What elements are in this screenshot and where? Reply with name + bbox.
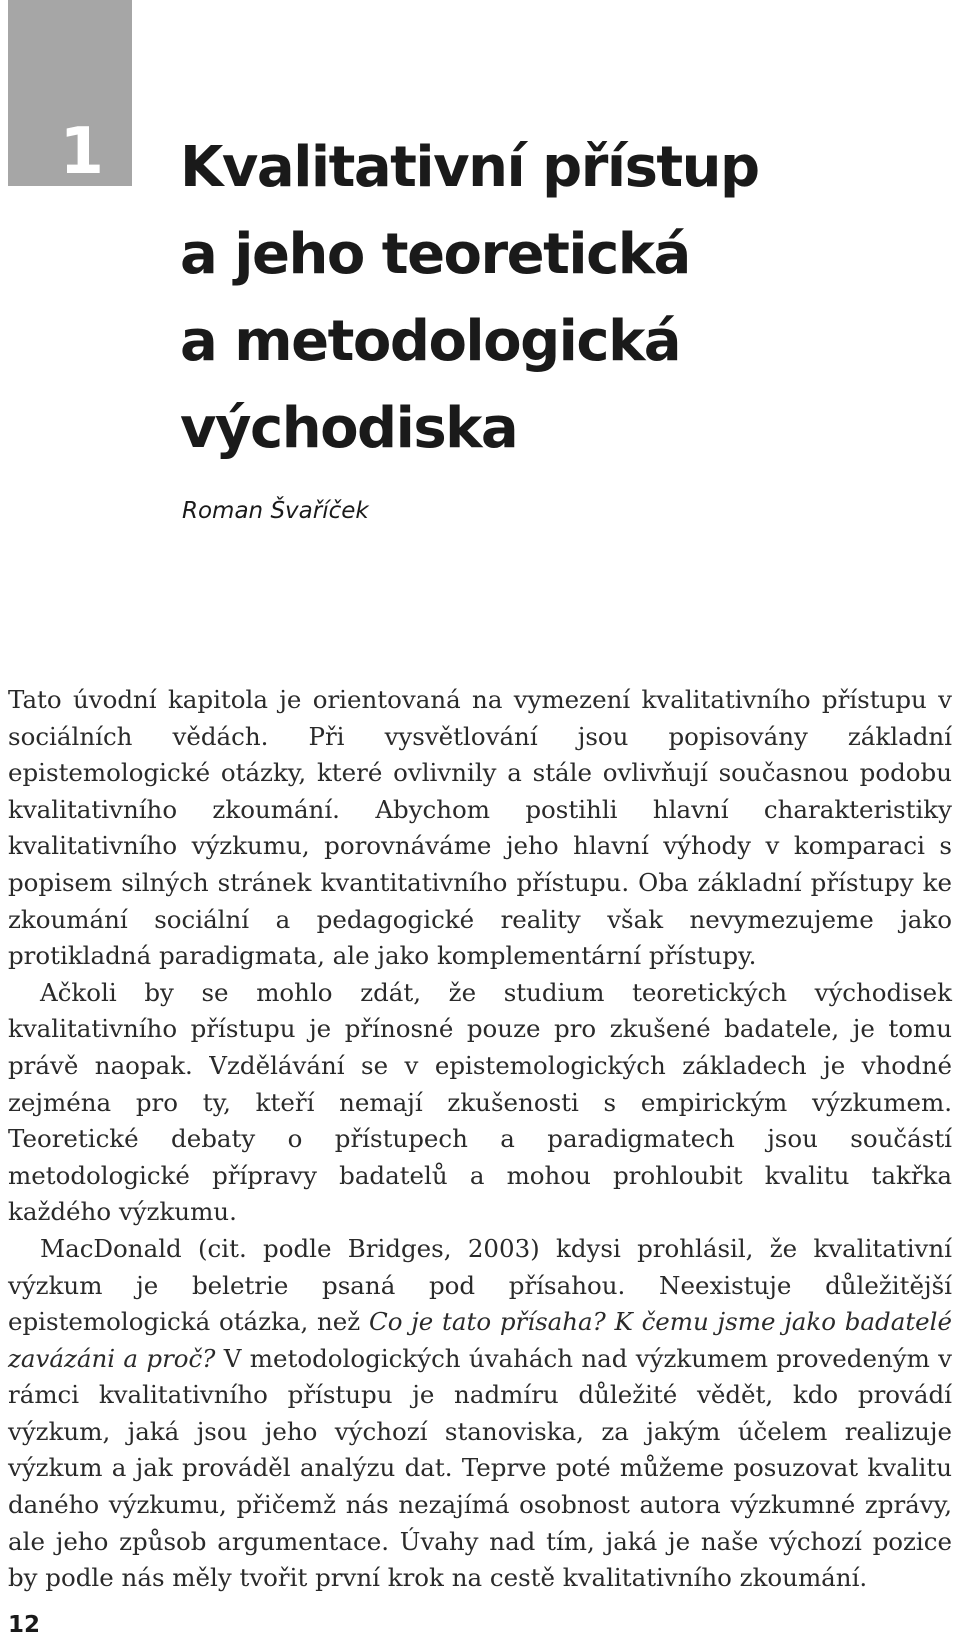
page-number: 12 [8,1612,41,1638]
chapter-title-line: a jeho teoretická [180,222,690,287]
chapter-title-line: východiska [180,396,518,461]
paragraph-text-segment: V metodologických úvahách nad výzkumem provedeným v rámci kvalitativního přístupu je nadmíru důležité vědět, kdo provádí výzkum, jaká jsou jeho výchozí stanoviska, za jakým účelem realizuje výzkum a jak prováděl analýzu dat. Teprve poté můžeme posuzovat kvalitu daného výzkumu, přičemž nás nezajímá osobnost autora výzkumné zprávy, ale jeho způsob argumentace. Úvahy nad tím, jaká je naše výchozí pozice by podle nás měly tvořit první krok na cestě kvalitativního zkoumání. [8,1343,953,1593]
paragraph-epistemology: Ačkoli by se mohlo zdát, že studium teoretických východisek kvalitativního přístupu je přínosné pouze pro zkušené badatele, je tomu právě naopak. Vzdělávání se v epistemologických základech je vhodné zejména pro ty, kteří nemají zkušenosti s empirickým výzkumem. Teoretické debaty o přístupech a paradigmatech jsou součástí metodologické přípravy badatelů a mohou prohloubit kvalitu takřka každého výzkumu. [8,977,952,1227]
chapter-title-line: Kvalitativní přístup [180,135,759,200]
paragraph-macdonald [8,1231,952,1597]
chapter-number-box [8,0,132,189]
chapter-title [180,124,940,472]
body-text [8,682,952,1597]
italic-question: K čemu jsme jako badatelé zavázáni a proč? [8,1307,952,1373]
chapter-author: Roman Švaříček [182,498,369,524]
chapter-title-line: a metodologická [180,309,681,374]
paragraph-text-segment: MacDonald (cit. podle Bridges, 2003) kdysi prohlásil, že kvalitativní výzkum je beletrie psaná pod přísahou. Neexistuje důležitější epistemologická otázka, než [8,1233,952,1337]
chapter-number: 1 [59,115,102,189]
paragraph-intro: Tato úvodní kapitola je orientovaná na vymezení kvalitativního přístupu v sociálních vědách. Při vysvětlování jsou popisovány základní epistemologické otázky, které ovlivnily a stále ovlivňují současnou podobu kvalitativního zkoumání. Abychom postihli hlavní charakteristiky kvalitativního výzkumu, porovnáváme jeho hlavní výhody v komparaci s popisem silných stránek kvantitativního přístupu. Oba základní přístupy ke zkoumání sociální a pedagogické reality však nevymezujeme jako protikladná paradigmata, ale jako komplementární přístupy. [8,685,952,971]
italic-question: Co je tato přísaha? [368,1307,606,1337]
